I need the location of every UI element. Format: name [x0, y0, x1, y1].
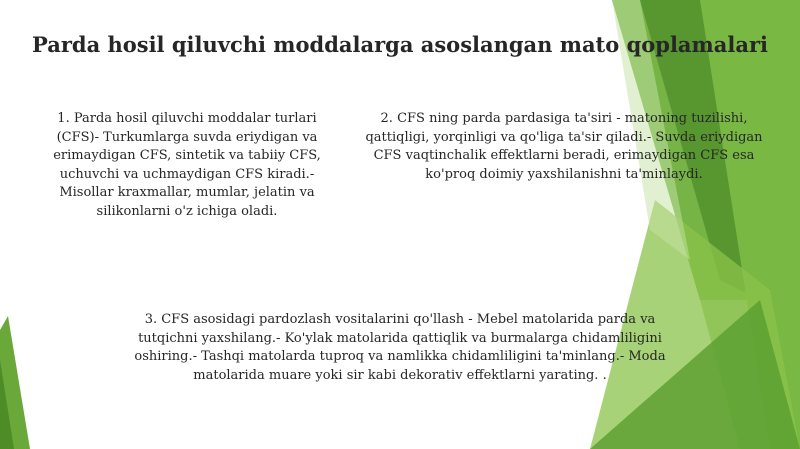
text-block-3: 3. CFS asosidagi pardozlash vositalarini qo'llash - Mebel matolarida parda va tutqichni yaxshilang.- Ko'ylak matolarida qattiqlik va burmalarga chidamliligini oshiring.- Tashqi matolarda tuproq va namlikka chidamliligini ta'minlang.- Moda matolarida muare yoki sir kabi dekorativ effektlarni yarating. .: [134, 312, 666, 383]
text-block-1: 1. Parda hosil qiluvchi moddalar turlari (CFS)- Turkumlarga suvda eriydigan va erimaydigan CFS, sintetik va tabiiy CFS, uchuvchi va uchmaydigan CFS kiradi.- Misollar kraxmallar, mumlar, jelatin va silikonlarni o'z ichiga oladi.: [53, 111, 321, 219]
slide-title: Parda hosil qiluvchi moddalarga asoslangan mato qoplamalari: [31, 32, 768, 57]
text-block-2: 2. CFS ning parda pardasiga ta'siri - matoning tuzilishi, qattiqligi, yorqinligi va qo'liga ta'sir qiladi.- Suvda eriydigan CFS vaqtinchalik effektlarni beradi, erimaydigan CFS esa ko'proq doimiy yaxshilanishni ta'minlaydi.: [365, 111, 763, 182]
